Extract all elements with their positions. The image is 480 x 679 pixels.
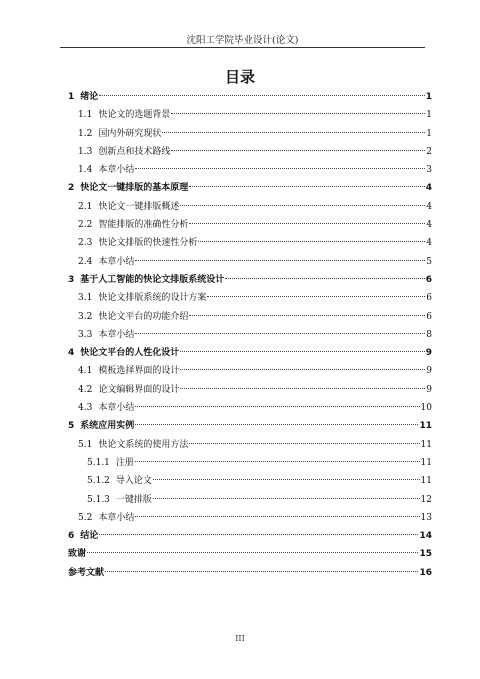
toc-entry-page: 14 bbox=[419, 531, 432, 542]
toc-entry-label bbox=[78, 308, 188, 326]
toc-entry[interactable] bbox=[68, 454, 432, 472]
toc-leader-dots bbox=[180, 388, 425, 389]
toc-entry-page: 6 bbox=[426, 311, 432, 322]
toc-entry-text: 基于人工智能的快论文排版系统设计 bbox=[80, 274, 225, 285]
toc-leader-dots bbox=[180, 351, 424, 352]
toc-entry[interactable] bbox=[68, 399, 432, 417]
toc-entry[interactable] bbox=[68, 344, 432, 362]
toc-entry[interactable] bbox=[68, 509, 432, 527]
toc-leader-dots bbox=[189, 186, 424, 187]
toc-entry-text: 模板选择界面的设计 bbox=[98, 366, 180, 377]
toc-entry-label bbox=[78, 289, 206, 307]
toc-entry-page: 3 bbox=[426, 165, 432, 176]
toc-entry-text: 快论文排版系统的设计方案 bbox=[98, 293, 207, 304]
toc-leader-dots bbox=[171, 113, 425, 114]
toc-entry-text: 智能排版的准确性分析 bbox=[98, 220, 189, 231]
toc-leader-dots bbox=[153, 498, 420, 499]
toc-entry-page: 4 bbox=[426, 201, 432, 212]
toc-leader-dots bbox=[180, 205, 425, 206]
toc-entry-text: 系统应用实例 bbox=[80, 421, 135, 432]
toc-entry-text: 本章小结 bbox=[98, 165, 135, 176]
toc-entry[interactable] bbox=[68, 271, 432, 289]
toc-leader-dots bbox=[135, 424, 418, 425]
toc-entry[interactable] bbox=[68, 326, 432, 344]
toc-entry[interactable] bbox=[68, 417, 432, 435]
toc-entry-label bbox=[78, 362, 179, 380]
toc-entry-label bbox=[78, 509, 134, 527]
toc-leader-dots bbox=[135, 333, 425, 334]
toc-leader-dots bbox=[99, 95, 424, 96]
toc-entry-label bbox=[87, 472, 152, 490]
toc-entry-label bbox=[78, 234, 197, 252]
toc-entry-page: 9 bbox=[425, 348, 432, 359]
toc-entry[interactable] bbox=[68, 472, 432, 490]
toc-entry-number: 4.2 bbox=[78, 384, 93, 395]
toc-entry-number: 3 bbox=[68, 274, 75, 285]
toc-title: 目录 bbox=[224, 68, 255, 86]
toc-entry-text: 国内外研究现状 bbox=[98, 128, 162, 139]
toc-entry[interactable] bbox=[68, 216, 432, 234]
toc-entry-page: 5 bbox=[426, 256, 432, 267]
toc-entry-text: 本章小结 bbox=[98, 403, 135, 414]
toc-entry-page: 11 bbox=[420, 439, 432, 450]
toc-leader-dots bbox=[162, 132, 425, 133]
toc-entry-text: 快论文一键排版概述 bbox=[98, 201, 180, 212]
toc-entry-text: 参考文献 bbox=[68, 567, 105, 578]
toc-entry[interactable] bbox=[68, 308, 432, 326]
toc-entry[interactable] bbox=[68, 381, 432, 399]
toc-leader-dots bbox=[135, 406, 419, 407]
toc-entry-page: 16 bbox=[419, 567, 432, 578]
toc-leader-dots bbox=[135, 516, 419, 517]
toc-entry-page: 6 bbox=[425, 274, 432, 285]
toc-leader-dots bbox=[207, 296, 425, 297]
toc-entry-text: 论文编辑界面的设计 bbox=[98, 384, 180, 395]
toc-leader-dots bbox=[135, 260, 425, 261]
toc-leader-dots bbox=[105, 571, 418, 572]
toc-entry-number: 3.1 bbox=[78, 293, 93, 304]
toc-entry[interactable] bbox=[68, 125, 432, 143]
toc-entry-text: 本章小结 bbox=[98, 512, 135, 523]
toc-entry[interactable] bbox=[68, 545, 432, 563]
toc-entry-label bbox=[78, 106, 170, 124]
toc-entry-page: 12 bbox=[420, 494, 432, 505]
toc-entry-page: 4 bbox=[426, 220, 432, 231]
toc-entry-number: 5.1.3 bbox=[87, 494, 110, 505]
toc-leader-dots bbox=[171, 150, 425, 151]
toc-entry-page: 1 bbox=[426, 128, 432, 139]
toc-entry-page: 6 bbox=[426, 293, 432, 304]
toc-entry-label bbox=[78, 198, 179, 216]
toc-entry[interactable] bbox=[68, 179, 432, 197]
toc-entry[interactable] bbox=[68, 106, 432, 124]
toc-entry-label bbox=[68, 179, 188, 197]
toc-leader-dots bbox=[153, 479, 420, 480]
toc-entry-number: 1.1 bbox=[78, 110, 93, 121]
toc-entry-text: 本章小结 bbox=[98, 329, 135, 340]
toc-entry-label bbox=[78, 143, 170, 161]
toc-entry-page: 9 bbox=[426, 366, 432, 377]
toc-entry-page: 10 bbox=[420, 403, 432, 414]
toc-entry-number: 2.3 bbox=[78, 238, 93, 249]
toc-leader-dots bbox=[135, 168, 425, 169]
toc-entry-number: 4.1 bbox=[78, 366, 93, 377]
toc-entry-page: 2 bbox=[426, 146, 432, 157]
toc-entry-text: 结论 bbox=[80, 531, 99, 542]
toc-entry-text: 快论文的选题背景 bbox=[98, 110, 171, 121]
toc-entry[interactable] bbox=[68, 436, 432, 454]
toc-entry-label bbox=[78, 326, 134, 344]
toc-entry-number: 2.1 bbox=[78, 201, 93, 212]
toc-entry-number: 3.2 bbox=[78, 311, 93, 322]
header-divider bbox=[60, 47, 425, 48]
toc-entry-text: 绪论 bbox=[80, 92, 99, 102]
toc-entry-page: 13 bbox=[420, 512, 432, 523]
toc-entry-label bbox=[78, 253, 134, 271]
toc-leader-dots bbox=[189, 443, 419, 444]
toc-entry[interactable] bbox=[68, 362, 432, 380]
toc-entry-number: 1 bbox=[68, 92, 75, 102]
toc-leader-dots bbox=[198, 241, 425, 242]
toc-entry-text: 本章小结 bbox=[98, 256, 135, 267]
toc-entry-label bbox=[78, 399, 134, 417]
toc-entry-label bbox=[78, 381, 179, 399]
toc-entry-number: 1.2 bbox=[78, 128, 93, 139]
toc-entry-label bbox=[68, 545, 86, 563]
toc-leader-dots bbox=[180, 369, 425, 370]
toc-leader-dots bbox=[87, 552, 418, 553]
toc-entry-label bbox=[68, 564, 104, 582]
toc-entry-text: 注册 bbox=[115, 457, 134, 468]
toc-entry-page: 1 bbox=[425, 92, 432, 102]
toc-entry-number: 5.1.2 bbox=[87, 476, 110, 487]
toc-entry-number: 6 bbox=[68, 531, 75, 542]
toc-entry[interactable] bbox=[68, 289, 432, 307]
toc-entry-number: 5.2 bbox=[78, 512, 93, 523]
toc-entry-page: 11 bbox=[419, 421, 432, 432]
toc-entry[interactable] bbox=[68, 564, 432, 582]
toc-entry-page: 4 bbox=[426, 238, 432, 249]
toc-entry-label bbox=[68, 417, 134, 435]
toc-entry-label bbox=[78, 216, 188, 234]
toc-entry-label bbox=[68, 527, 98, 545]
toc-entry[interactable] bbox=[68, 253, 432, 271]
toc-entry-label bbox=[68, 88, 98, 106]
toc-entry-page: 8 bbox=[426, 329, 432, 340]
toc-entry-label bbox=[87, 491, 152, 509]
toc-entry-number: 1.4 bbox=[78, 165, 93, 176]
toc-entry-text: 创新点和技术路线 bbox=[98, 146, 171, 157]
page-number: III bbox=[235, 634, 245, 643]
toc-entry-number: 2 bbox=[68, 183, 75, 194]
toc-leader-dots bbox=[99, 534, 418, 535]
toc-leader-dots bbox=[189, 315, 425, 316]
table-of-contents bbox=[68, 88, 432, 582]
toc-entry[interactable] bbox=[68, 88, 432, 106]
toc-entry-text: 致谢 bbox=[68, 549, 87, 560]
toc-entry-text: 快论文排版的快速性分析 bbox=[98, 238, 198, 249]
toc-entry-page: 1 bbox=[426, 110, 432, 121]
toc-entry-number: 5 bbox=[68, 421, 75, 432]
toc-entry-text: 快论文平台的人性化设计 bbox=[80, 348, 180, 359]
toc-entry-label bbox=[68, 344, 179, 362]
page-header: 沈阳工学院毕业设计(论文) bbox=[186, 35, 299, 46]
toc-entry[interactable] bbox=[68, 161, 432, 179]
toc-entry-text: 快论文系统的使用方法 bbox=[98, 439, 189, 450]
toc-entry-text: 快论文平台的功能介绍 bbox=[98, 311, 189, 322]
toc-entry-page: 15 bbox=[419, 549, 432, 560]
toc-leader-dots bbox=[135, 461, 420, 462]
toc-entry[interactable] bbox=[68, 527, 432, 545]
toc-leader-dots bbox=[189, 223, 425, 224]
toc-entry-number: 4 bbox=[68, 348, 75, 359]
toc-entry-number: 2.2 bbox=[78, 220, 93, 231]
toc-entry-label bbox=[78, 161, 134, 179]
toc-entry[interactable] bbox=[68, 143, 432, 161]
toc-entry-page: 4 bbox=[425, 183, 432, 194]
toc-entry-label bbox=[78, 125, 161, 143]
toc-entry-label bbox=[78, 436, 188, 454]
toc-entry-number: 1.3 bbox=[78, 146, 93, 157]
toc-entry-text: 一键排版 bbox=[115, 494, 152, 505]
toc-entry-number: 2.4 bbox=[78, 256, 93, 267]
toc-entry-label bbox=[87, 454, 134, 472]
toc-entry-text: 导入论文 bbox=[115, 476, 152, 487]
toc-entry-page: 9 bbox=[426, 384, 432, 395]
toc-entry[interactable] bbox=[68, 198, 432, 216]
toc-leader-dots bbox=[225, 278, 424, 279]
toc-entry-number: 5.1 bbox=[78, 439, 93, 450]
toc-entry[interactable] bbox=[68, 234, 432, 252]
toc-entry-label bbox=[68, 271, 224, 289]
toc-entry[interactable] bbox=[68, 491, 432, 509]
toc-entry-number: 3.3 bbox=[78, 329, 93, 340]
toc-entry-page: 11 bbox=[420, 476, 432, 487]
toc-entry-number: 4.3 bbox=[78, 403, 93, 414]
toc-entry-number: 5.1.1 bbox=[87, 457, 110, 468]
toc-entry-page: 11 bbox=[420, 457, 432, 468]
toc-entry-text: 快论文一键排版的基本原理 bbox=[80, 183, 189, 194]
